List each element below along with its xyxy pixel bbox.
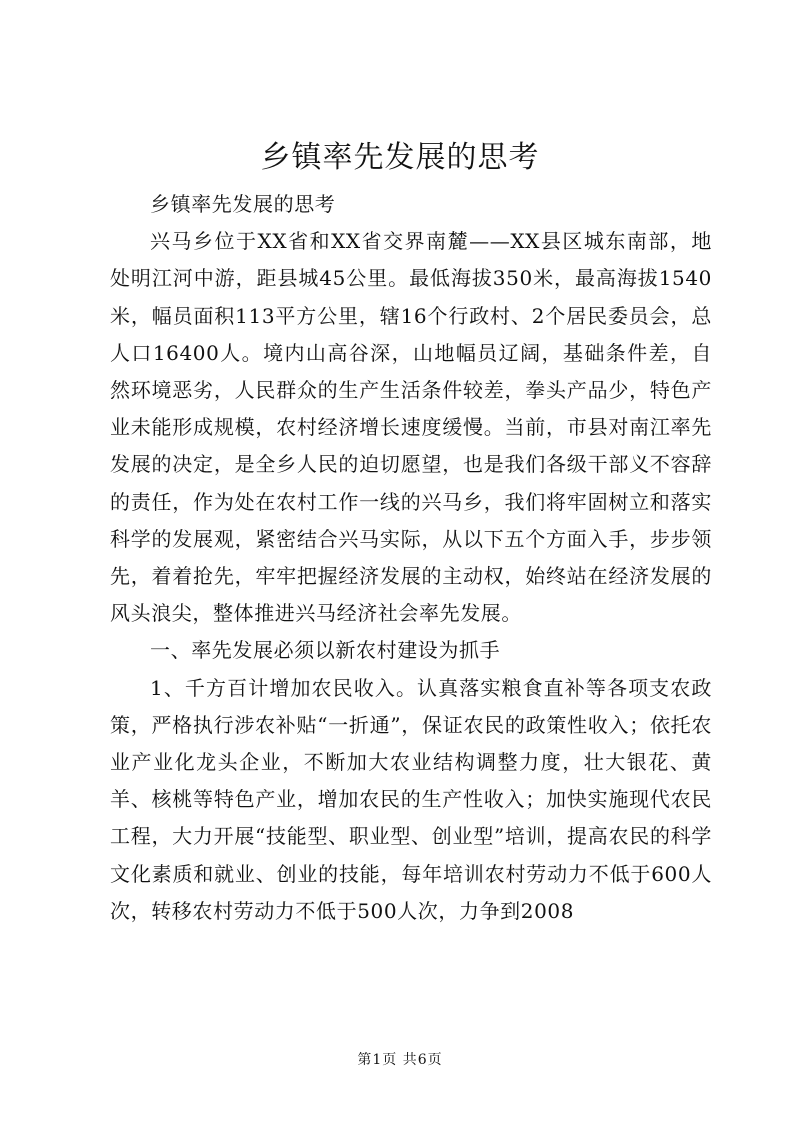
section-heading: 一、率先发展必须以新农村建设为抓手: [150, 638, 501, 663]
document-title: 乡镇率先发展的思考: [260, 140, 540, 175]
page-footer: 第1页 共6页: [357, 1052, 443, 1068]
intro-paragraph: 兴马乡位于XX省和XX省交界南麓——XX县区城东南部，地处明江河中游，距县城45公里。最低海拔350米，最高海拔1540米，幅员面积113平方公里，辖16个行政村、2个居民委员会，总人口16400人。境内山高谷深，山地幅员辽阔，基础条件差，自然环境恶劣，人民群众的生产生活条件较差，拳头产品少，特色产业未能形成规模，农村经济增长速度缓慢。当前，市县对南江率先发展的决定，是全乡人民的迫切愿望，也是我们各级干部义不容辞的责任，作为处在农村工作一线的兴马乡，我们将牢固树立和落实科学的发展观，紧密结合兴马实际，从以下五个方面入手，步步领先，着着抢先，牢牢把握经济发展的主动权，始终站在经济发展的风头浪尖，整体推进兴马经济社会率先发展。: [110, 229, 712, 626]
document-body: [110, 186, 712, 930]
body-paragraph: 1、千方百计增加农民收入。认真落实粮食直补等各项支农政策，严格执行涉农补贴“一折通”，保证农民的政策性收入；依托农业产业化龙头企业，不断加大农业结构调整力度，壮大银花、黄羊、核桃等特色产业，增加农民的生产性收入；加快实施现代农民工程，大力开展“技能型、职业型、创业型”培训，提高农民的科学文化素质和就业、创业的技能，每年培训农村劳动力不低于600人次，转移农村劳动力不低于500人次，力争到2008: [110, 675, 712, 923]
subtitle-paragraph: 乡镇率先发展的思考: [150, 192, 336, 216]
